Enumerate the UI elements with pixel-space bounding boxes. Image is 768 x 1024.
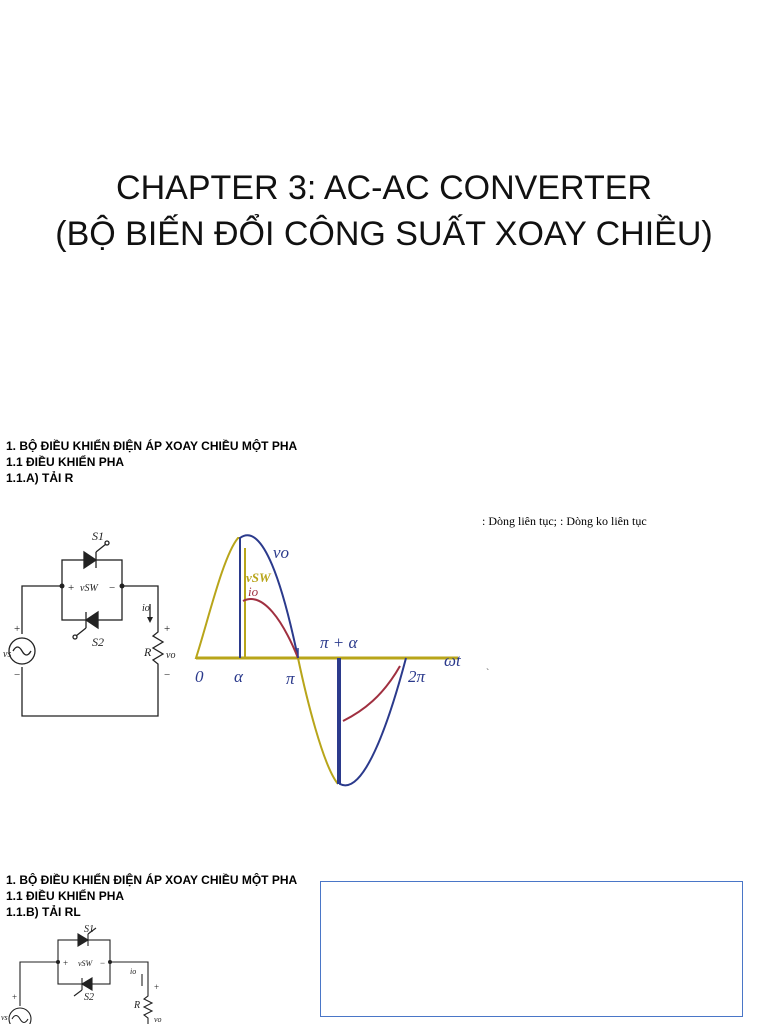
thyristor-s1-icon — [78, 934, 88, 946]
minus-sign: − — [100, 958, 106, 968]
label-vsw: vSW — [78, 959, 93, 968]
label-pi-plus-alpha: π + α — [320, 633, 358, 652]
heading-r-load: 1.1.A) TẢI R — [6, 471, 74, 485]
empty-text-box — [320, 881, 743, 1017]
thyristor-s2-icon — [82, 978, 92, 990]
plus-sign: + — [12, 992, 18, 1002]
thyristor-s1-icon — [84, 552, 96, 568]
heading-single-phase: 1. BỘ ĐIỀU KHIỂN ĐIỆN ÁP XOAY CHIỀU MỘT PHA — [6, 439, 298, 453]
source-voltage-curve — [196, 538, 240, 658]
label-io: io — [142, 603, 150, 614]
ac-controller-circuit-rl — [0, 922, 175, 1024]
label-s2: S2 — [92, 635, 104, 649]
plus-sign: + — [63, 958, 69, 968]
thyristor-s2-icon — [86, 612, 98, 628]
minus-sign: − — [164, 669, 171, 681]
label-r: R — [144, 645, 152, 659]
label-vsw-wave: vSW — [246, 570, 271, 585]
label-io-wave: io — [248, 584, 259, 599]
minus-sign: − — [109, 582, 116, 594]
label-zero: 0 — [195, 667, 204, 686]
label-alpha: α — [234, 667, 243, 686]
heading-phase-control: 1.1 ĐIỀU KHIỂN PHA — [6, 889, 125, 903]
label-vo: vo — [154, 1015, 162, 1024]
plus-sign: + — [14, 623, 21, 635]
label-s2: S2 — [84, 992, 94, 1003]
minus-sign: − — [14, 669, 21, 681]
label-vs: vs — [3, 649, 12, 660]
output-current-curve — [243, 599, 298, 658]
label-vsw: vSW — [80, 583, 98, 594]
ac-source-icon — [9, 1008, 31, 1024]
plus-sign: + — [164, 623, 171, 635]
resistor-icon — [144, 992, 152, 1024]
label-pi: π — [286, 669, 295, 688]
ac-controller-circuit-r — [0, 524, 190, 724]
section-headings-rl — [6, 872, 297, 920]
current-mode-note: : Dòng liên tục; : Dòng ko liên tục — [482, 514, 647, 528]
label-s1: S1 — [84, 924, 94, 935]
label-vo: vo — [166, 650, 176, 661]
label-r: R — [134, 1000, 141, 1011]
heading-rl-load: 1.1.B) TẢI RL — [6, 905, 81, 919]
phase-control-waveform — [188, 526, 473, 788]
page-title — [0, 165, 768, 257]
resistor-icon — [153, 627, 163, 666]
heading-phase-control: 1.1 ĐIỀU KHIỂN PHA — [6, 455, 125, 469]
plus-sign: + — [68, 582, 75, 594]
stray-mark: ` — [486, 668, 490, 679]
label-two-pi: 2π — [408, 667, 426, 686]
title-line-1: CHAPTER 3: AC-AC CONVERTER — [116, 169, 652, 207]
label-s1: S1 — [92, 529, 104, 543]
label-omega-t: ωt — [444, 651, 461, 670]
label-vs: vs — [1, 1013, 8, 1022]
label-io: io — [130, 967, 137, 976]
title-line-2: (BỘ BIẾN ĐỔI CÔNG SUẤT XOAY CHIỀU) — [55, 215, 713, 253]
section-headings-r — [6, 438, 297, 486]
plus-sign: + — [154, 982, 160, 992]
label-vo-wave: vo — [273, 543, 290, 562]
heading-single-phase: 1. BỘ ĐIỀU KHIỂN ĐIỆN ÁP XOAY CHIỀU MỘT PHA — [6, 873, 298, 887]
